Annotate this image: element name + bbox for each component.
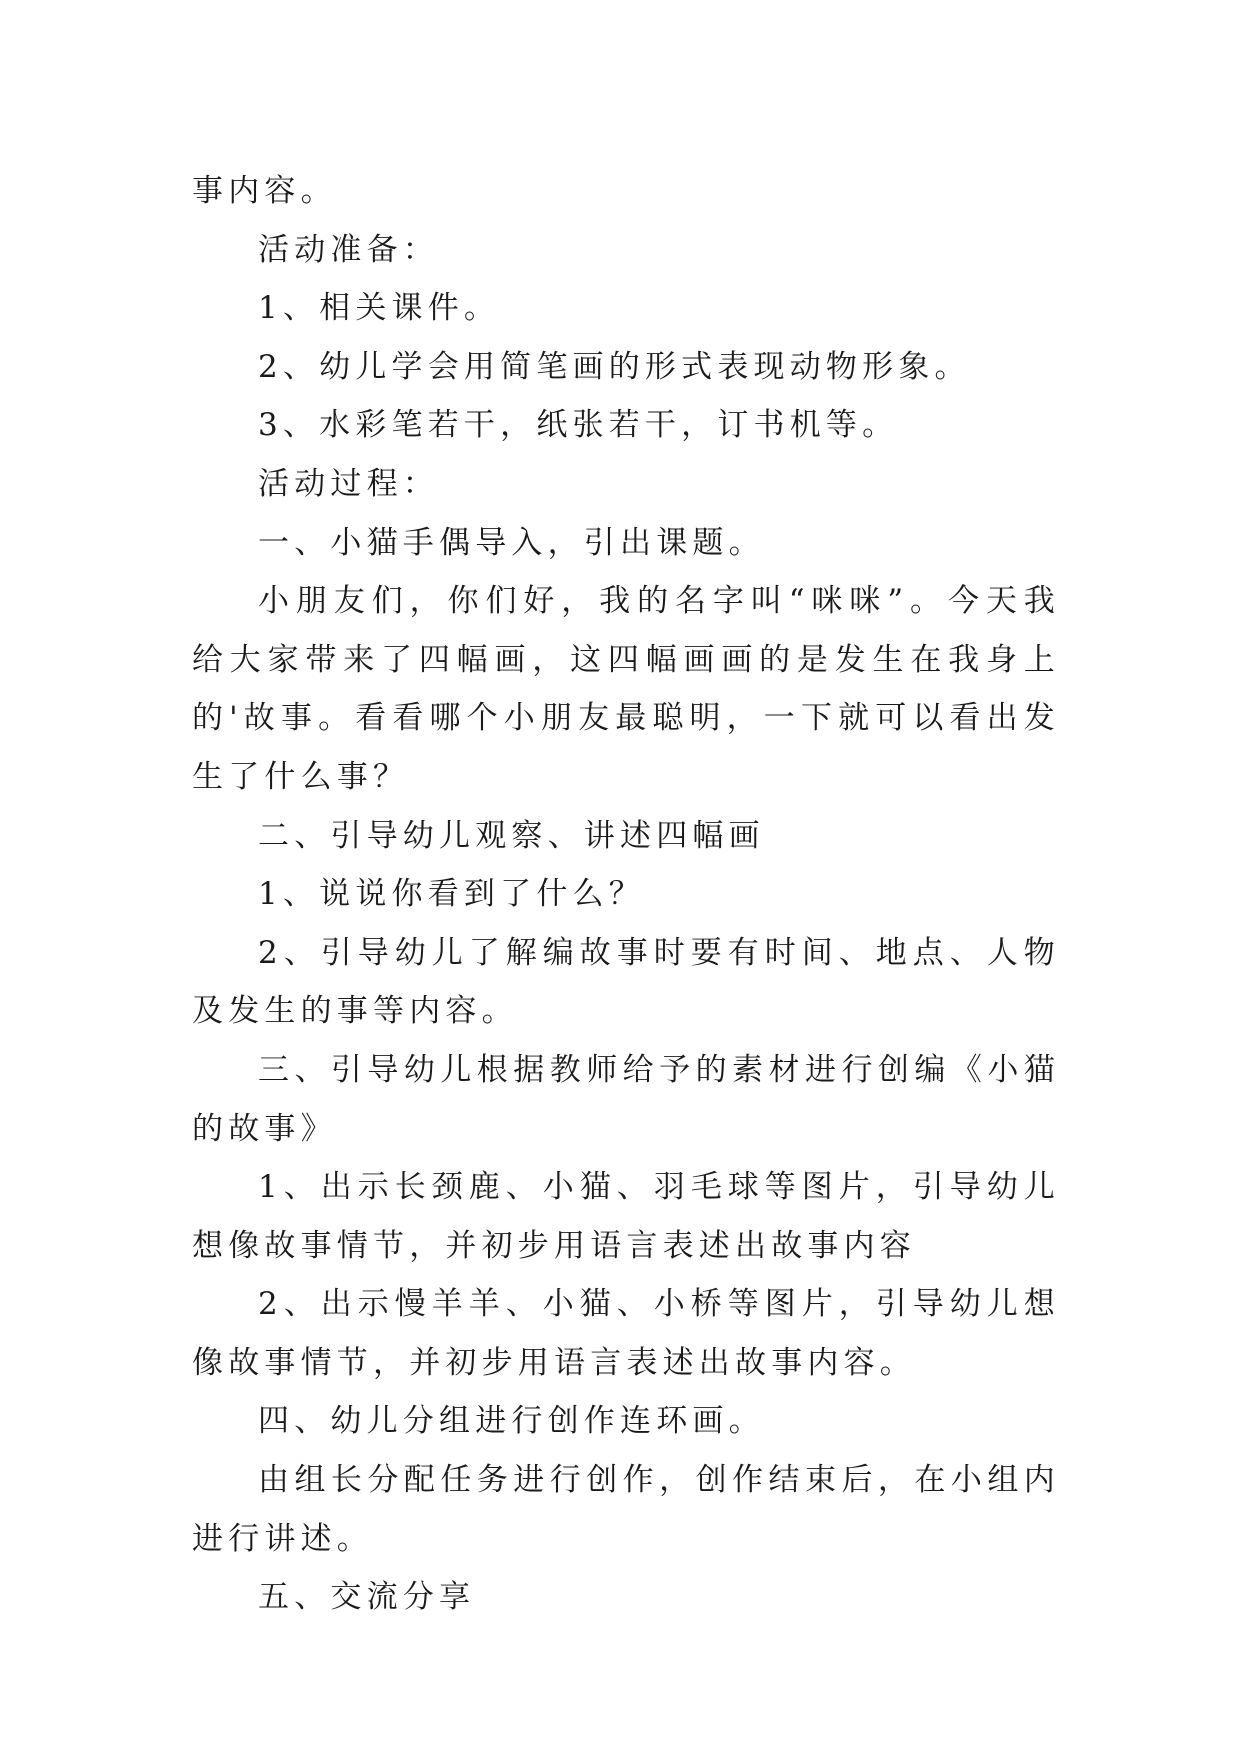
section-heading-4: 四、幼儿分组进行创作连环画。: [258, 1403, 765, 1440]
list-item-section2-1: 1、说说你看到了什么？: [258, 876, 645, 913]
section-heading-2: 二、引导幼儿观察、讲述四幅画: [258, 817, 765, 854]
list-item-preparation-3: 3、水彩笔若干，纸张若干，订书机等。: [258, 407, 899, 444]
paragraph-continuation: 事内容。: [192, 173, 337, 209]
section-heading-5: 五、交流分享: [258, 1579, 476, 1616]
document-body: [192, 162, 1060, 1627]
list-item-section2-2: 2、引导幼儿了解编故事时要有时间、地点、人物及发生的事等内容。: [192, 934, 1060, 1030]
heading-activity-process: 活动过程：: [258, 465, 439, 502]
section-heading-3: 三、引导幼儿根据教师给予的素材进行创编《小猫的故事》: [192, 1051, 1060, 1147]
list-item-section3-2: 2、出示慢羊羊、小猫、小桥等图片，引导幼儿想像故事情节，并初步用语言表述出故事内容。: [192, 1286, 1060, 1381]
paragraph-intro-speech: 小朋友们，你们好，我的名字叫“咪咪”。今天我给大家带来了四幅画，这四幅画画的是发生在我身上的'故事。看看哪个小朋友最聪明，一下就可以看出发生了什么事？: [192, 583, 1060, 795]
list-item-preparation-1: 1、相关课件。: [258, 290, 501, 327]
section-heading-1: 一、小猫手偶导入，引出课题。: [258, 524, 765, 561]
list-item-preparation-2: 2、幼儿学会用简笔画的形式表现动物形象。: [258, 348, 971, 385]
heading-activity-preparation: 活动准备：: [258, 231, 439, 268]
paragraph-group-work: 由组长分配任务进行创作，创作结束后，在小组内进行讲述。: [192, 1462, 1060, 1557]
list-item-section3-1: 1、出示长颈鹿、小猫、羽毛球等图片，引导幼儿想像故事情节，并初步用语言表述出故事内容: [192, 1169, 1060, 1264]
